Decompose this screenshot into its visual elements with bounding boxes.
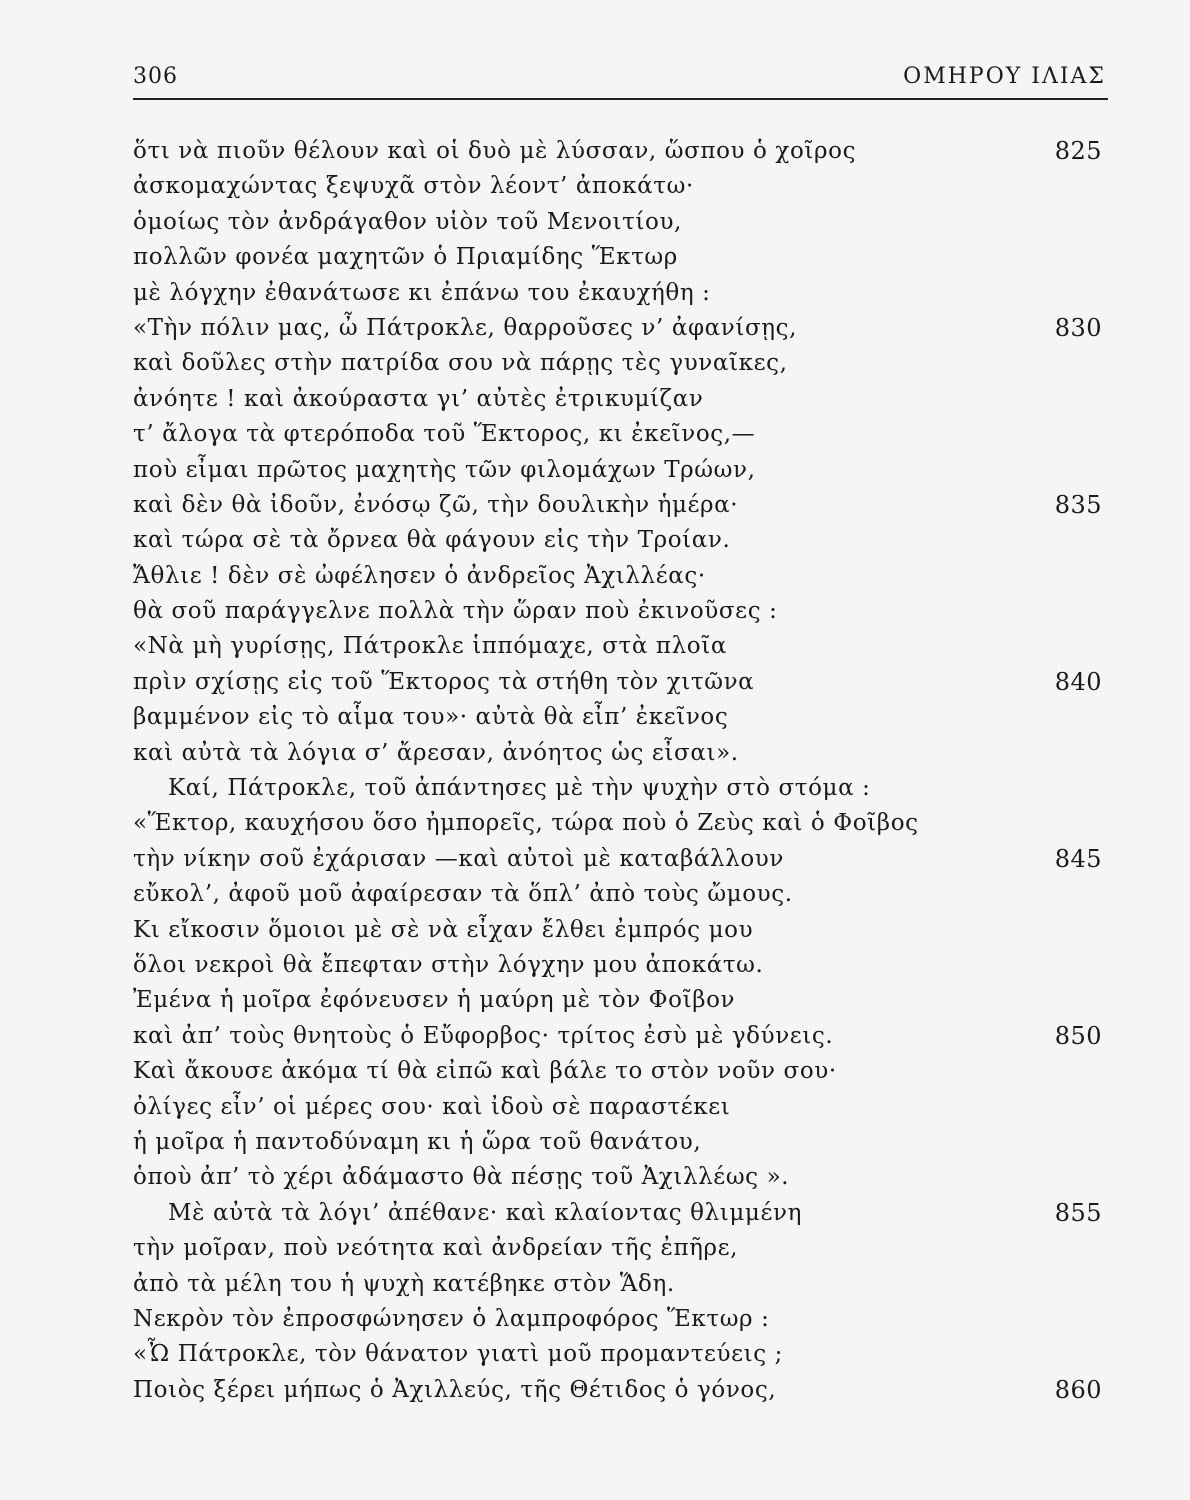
- verse-text: καὶ ἀπ’ τοὺς θνητοὺς ὁ Εὔφορβος· τρίτος ἐσὺ μὲ γδύνεις.: [133, 1022, 834, 1049]
- verse-text: «Ἕκτορ, καυχήσου ὅσο ἠμπορεῖς, τώρα ποὺ ὁ Ζεὺς καὶ ὁ Φοῖβος: [133, 810, 919, 837]
- verse-text: «Τὴν πόλιν μας, ὦ Πάτροκλε, θαρροῦσες ν’ ἀφανίσῃς,: [133, 314, 798, 341]
- verse-line: [0, 276, 1190, 311]
- verse-block: [0, 134, 1190, 1408]
- verse-text: Μὲ αὐτὰ τὰ λόγι’ ἀπέθανε· καὶ κλαίοντας θλιμμένη: [168, 1199, 802, 1226]
- verse-text: τ’ ἄλογα τὰ φτερόποδα τοῦ Ἕκτορος, κι ἐκεῖνος,—: [133, 421, 756, 448]
- verse-line: [0, 983, 1190, 1018]
- verse-text: βαμμένον εἰς τὸ αἷμα του»· αὐτὰ θὰ εἶπ’ ἐκεῖνος: [133, 704, 729, 731]
- verse-text: καὶ δοῦλες στὴν πατρίδα σου νὰ πάρῃς τὲς γυναῖκες,: [133, 350, 788, 377]
- verse-text: τὴν μοῖραν, ποὺ νεότητα καὶ ἀνδρείαν τῆς ἐπῆρε,: [133, 1235, 739, 1262]
- verse-text: «Ὦ Πάτροκλε, τὸν θάνατον γιατὶ μοῦ προμαντεύεις ;: [133, 1341, 784, 1368]
- verse-text: ἡ μοῖρα ἡ παντοδύναμη κι ἡ ὥρα τοῦ θανάτου,: [133, 1128, 702, 1155]
- line-number: 825: [1054, 137, 1102, 165]
- verse-text: ὁποὺ ἀπ’ τὸ χέρι ἀδάμαστο θὰ πέσῃς τοῦ Ἀχιλλέως ».: [133, 1164, 790, 1191]
- verse-line: [0, 700, 1190, 735]
- verse-line: [0, 1267, 1190, 1302]
- verse-line: [0, 417, 1190, 452]
- verse-text: Ἐμένα ἡ μοῖρα ἐφόνευσεν ἡ μαύρη μὲ τὸν Φοῖβον: [133, 987, 736, 1014]
- verse-line: [0, 346, 1190, 381]
- verse-line: [0, 771, 1190, 806]
- verse-line: [0, 240, 1190, 275]
- running-header: [133, 58, 1108, 100]
- verse-line: [0, 1337, 1190, 1372]
- verse-line: [0, 1090, 1190, 1125]
- verse-line: [0, 1373, 1190, 1408]
- verse-text: θὰ σοῦ παράγγελνε πολλὰ τὴν ὥραν ποὺ ἐκινοῦσες :: [133, 598, 778, 625]
- verse-text: ὁμοίως τὸν ἀνδράγαθον υἱὸν τοῦ Μενοιτίου,: [133, 208, 682, 235]
- verse-line: [0, 205, 1190, 240]
- line-number: 840: [1054, 667, 1102, 696]
- line-number: 860: [1054, 1375, 1102, 1404]
- verse-line: [0, 1160, 1190, 1195]
- verse-line: [0, 311, 1190, 346]
- line-number: 855: [1054, 1198, 1102, 1227]
- verse-text: Νεκρὸν τὸν ἐπροσφώνησεν ὁ λαμπροφόρος Ἕκτωρ :: [133, 1305, 770, 1332]
- verse-text: ὅλοι νεκροὶ θὰ ἔπεφταν στὴν λόγχην μου ἀποκάτω.: [133, 951, 764, 978]
- verse-line: [0, 1019, 1190, 1054]
- verse-text: ποὺ εἶμαι πρῶτος μαχητὴς τῶν φιλομάχων Τρώων,: [133, 456, 756, 483]
- verse-text: ὀλίγες εἶν’ οἱ μέρες σου· καὶ ἰδοὺ σὲ παραστέκει: [133, 1093, 731, 1120]
- verse-line: [0, 1231, 1190, 1266]
- verse-line: [0, 453, 1190, 488]
- line-number: 850: [1054, 1021, 1102, 1050]
- verse-line: [0, 1125, 1190, 1160]
- verse-text: καὶ τώρα σὲ τὰ ὄρνεα θὰ φάγουν εἰς τὴν Τροίαν.: [133, 527, 731, 554]
- verse-line: [0, 169, 1190, 204]
- verse-text: Ποιὸς ξέρει μήπως ὁ Ἀχιλλεύς, τῆς Θέτιδος ὁ γόνος,: [133, 1376, 777, 1403]
- verse-text: Κι εἴκοσιν ὅμοιοι μὲ σὲ νὰ εἶχαν ἔλθει ἐμπρός μου: [133, 916, 754, 943]
- book-title: ΟΜΗΡΟΥ ΙΛΙΑΣ: [903, 64, 1106, 89]
- verse-text: Καί, Πάτροκλε, τοῦ ἀπάντησες μὲ τὴν ψυχὴν στὸ στόμα :: [168, 775, 871, 802]
- verse-line: [0, 948, 1190, 983]
- verse-text: ὅτι νὰ πιοῦν θέλουν καὶ οἱ δυὸ μὲ λύσσαν, ὥσπου ὁ χοῖρος: [133, 138, 857, 164]
- line-number: 830: [1054, 313, 1102, 342]
- verse-line: [0, 736, 1190, 771]
- verse-line: [0, 594, 1190, 629]
- verse-text: πρὶν σχίσῃς εἰς τοῦ Ἕκτορος τὰ στήθη τὸν χιτῶνα: [133, 668, 755, 695]
- verse-line: [0, 842, 1190, 877]
- verse-text: καὶ αὐτὰ τὰ λόγια σ’ ἄρεσαν, ἀνόητος ὡς εἶσαι».: [133, 739, 739, 766]
- line-number: 845: [1054, 844, 1102, 873]
- verse-line: [0, 1196, 1190, 1231]
- verse-line: [0, 629, 1190, 664]
- verse-line: [0, 559, 1190, 594]
- verse-text: ἀνόητε ! καὶ ἀκούραστα γι’ αὐτὲς ἐτρικυμίζαν: [133, 385, 704, 412]
- verse-line: [0, 913, 1190, 948]
- verse-text: ἀπὸ τὰ μέλη του ἡ ψυχὴ κατέβηκε στὸν Ἅδη.: [133, 1270, 675, 1297]
- line-number: 835: [1054, 490, 1102, 519]
- verse-text: καὶ δὲν θὰ ἰδοῦν, ἐνόσῳ ζῶ, τὴν δουλικὴν ἡμέρα·: [133, 491, 739, 518]
- verse-text: εὔκολ’, ἀφοῦ μοῦ ἀφαίρεσαν τὰ ὅπλ’ ἀπὸ τοὺς ὤμους.: [133, 881, 793, 908]
- verse-line: [0, 806, 1190, 841]
- verse-text: Ἄθλιε ! δὲν σὲ ὠφέλησεν ὁ ἀνδρεῖος Ἀχιλλέας·: [133, 562, 706, 589]
- verse-text: «Νὰ μὴ γυρίσῃς, Πάτροκλε ἱππόμαχε, στὰ πλοῖα: [133, 633, 727, 660]
- verse-text: ἀσκομαχώντας ξεψυχᾶ στὸν λέοντ’ ἀποκάτω·: [133, 173, 694, 200]
- verse-text: πολλῶν φονέα μαχητῶν ὁ Πριαμίδης Ἕκτωρ: [133, 244, 678, 271]
- verse-line: [0, 134, 1190, 169]
- verse-line: [0, 665, 1190, 700]
- verse-line: [0, 1302, 1190, 1337]
- verse-line: [0, 523, 1190, 558]
- verse-line: [0, 382, 1190, 417]
- verse-text: μὲ λόγχην ἐθανάτωσε κι ἐπάνω του ἐκαυχήθη :: [133, 279, 711, 306]
- verse-line: [0, 1054, 1190, 1089]
- page-number: 306: [133, 64, 178, 89]
- verse-line: [0, 488, 1190, 523]
- verse-text: Καὶ ἄκουσε ἀκόμα τί θὰ εἰπῶ καὶ βάλε το στὸν νοῦν σου·: [133, 1058, 837, 1085]
- verse-line: [0, 877, 1190, 912]
- verse-text: τὴν νίκην σοῦ ἐχάρισαν —καὶ αὐτοὶ μὲ καταβάλλουν: [133, 845, 784, 872]
